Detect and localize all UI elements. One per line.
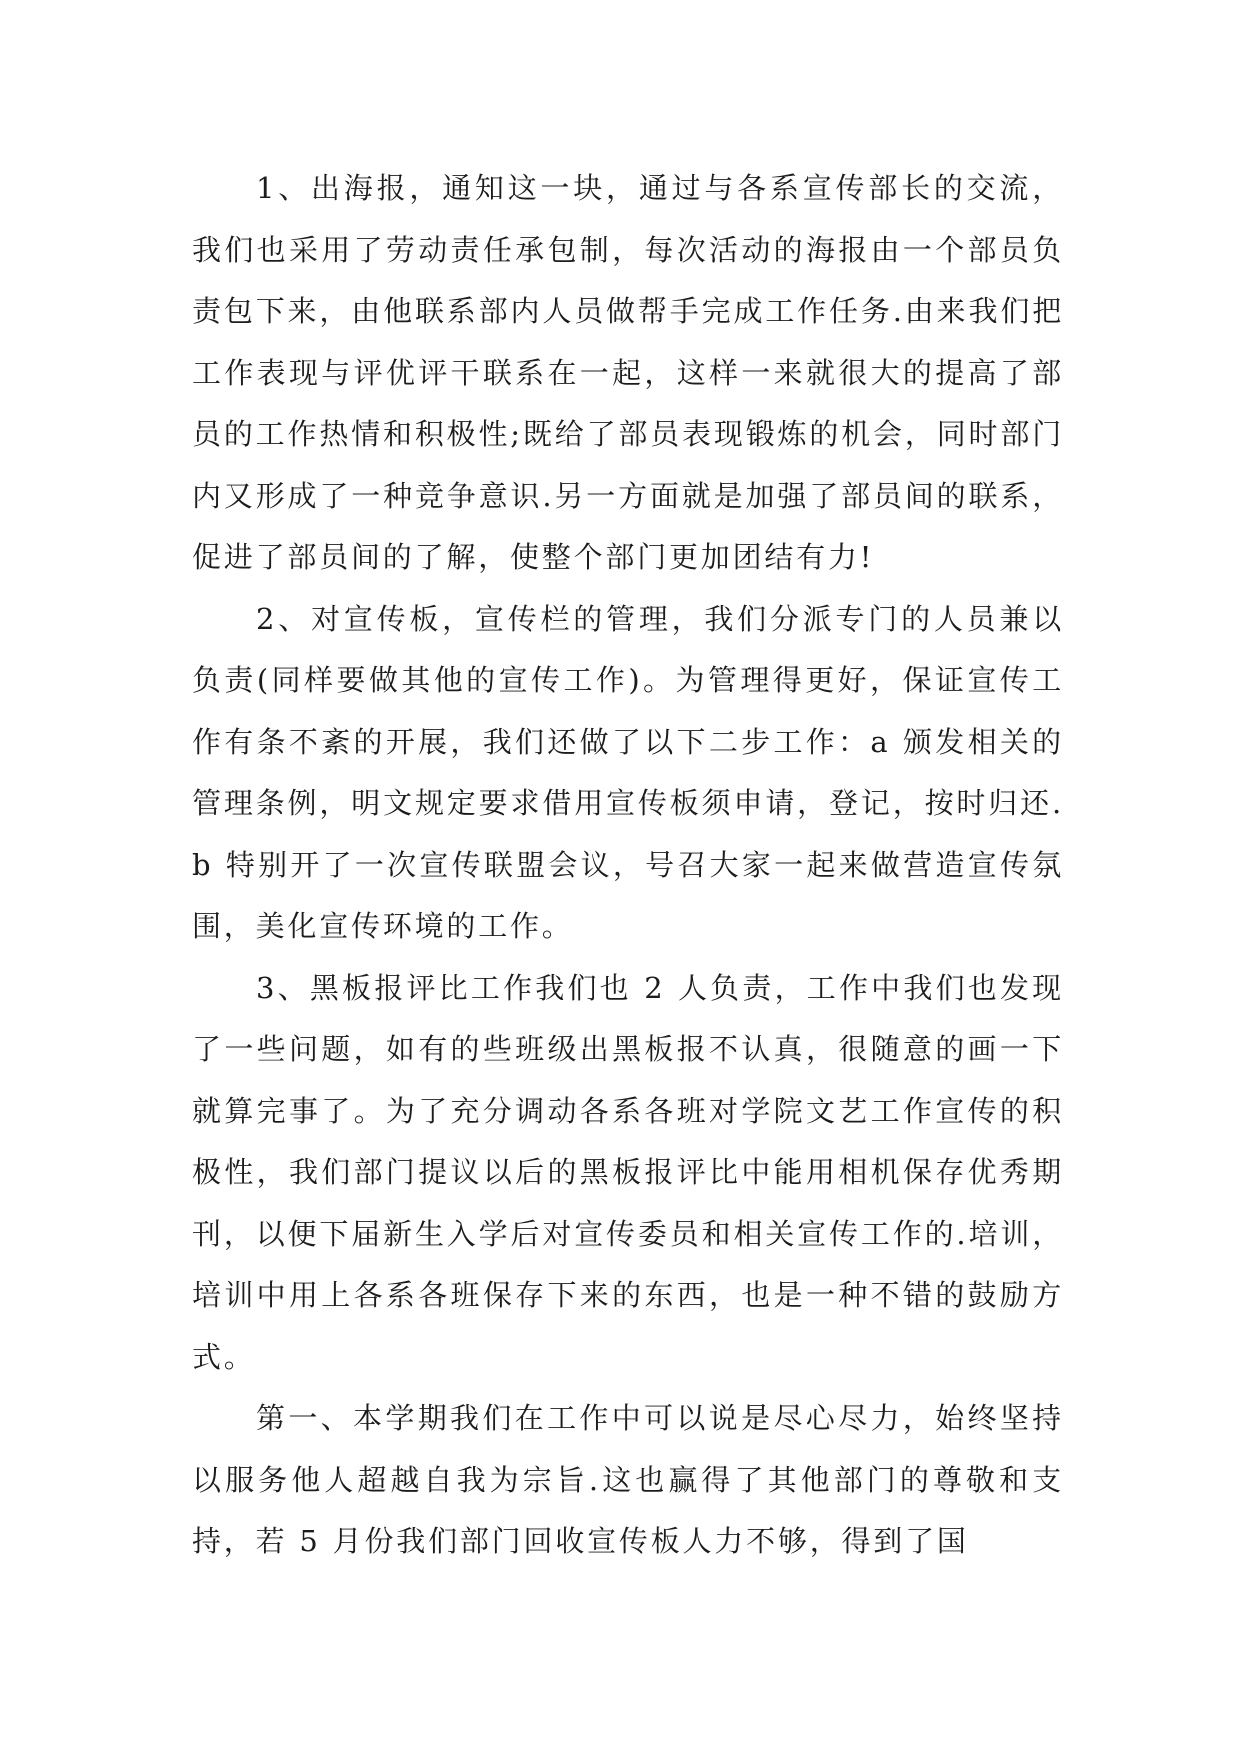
- paragraph-2: 2、对宣传板，宣传栏的管理，我们分派专门的人员兼以负责(同样要做其他的宣传工作)。为管理得更好，保证宣传工作有条不紊的开展，我们还做了以下二步工作：a 颁发相关的管理条例，明文规定要求借用宣传板须申请，登记，按时归还.b 特别开了一次宣传联盟会议，号召大家一起来做营造宣传氛围，美化宣传环境的工作。: [192, 601, 1064, 943]
- document-body: [192, 158, 1064, 1573]
- paragraph-1: 1、出海报，通知这一块，通过与各系宣传部长的交流，我们也采用了劳动责任承包制，每次活动的海报由一个部员负责包下来，由他联系部内人员做帮手完成工作任务.由来我们把工作表现与评优评干联系在一起，这样一来就很大的提高了部员的工作热情和积极性;既给了部员表现锻炼的机会，同时部门内又形成了一种竞争意识.另一方面就是加强了部员间的联系，促进了部员间的了解，使整个部门更加团结有力!: [192, 171, 1064, 574]
- paragraph-4: 第一、本学期我们在工作中可以说是尽心尽力，始终坚持以服务他人超越自我为宗旨.这也赢得了其他部门的尊敬和支持，若 5 月份我们部门回收宣传板人力不够，得到了国: [192, 1401, 1064, 1558]
- paragraph-3: 3、黑板报评比工作我们也 2 人负责，工作中我们也发现了一些问题，如有的些班级出黑板报不认真，很随意的画一下就算完事了。为了充分调动各系各班对学院文艺工作宣传的积极性，我们部门提议以后的黑板报评比中能用相机保存优秀期刊，以便下届新生入学后对宣传委员和相关宣传工作的.培训，培训中用上各系各班保存下来的东西，也是一种不错的鼓励方式。: [192, 970, 1064, 1374]
